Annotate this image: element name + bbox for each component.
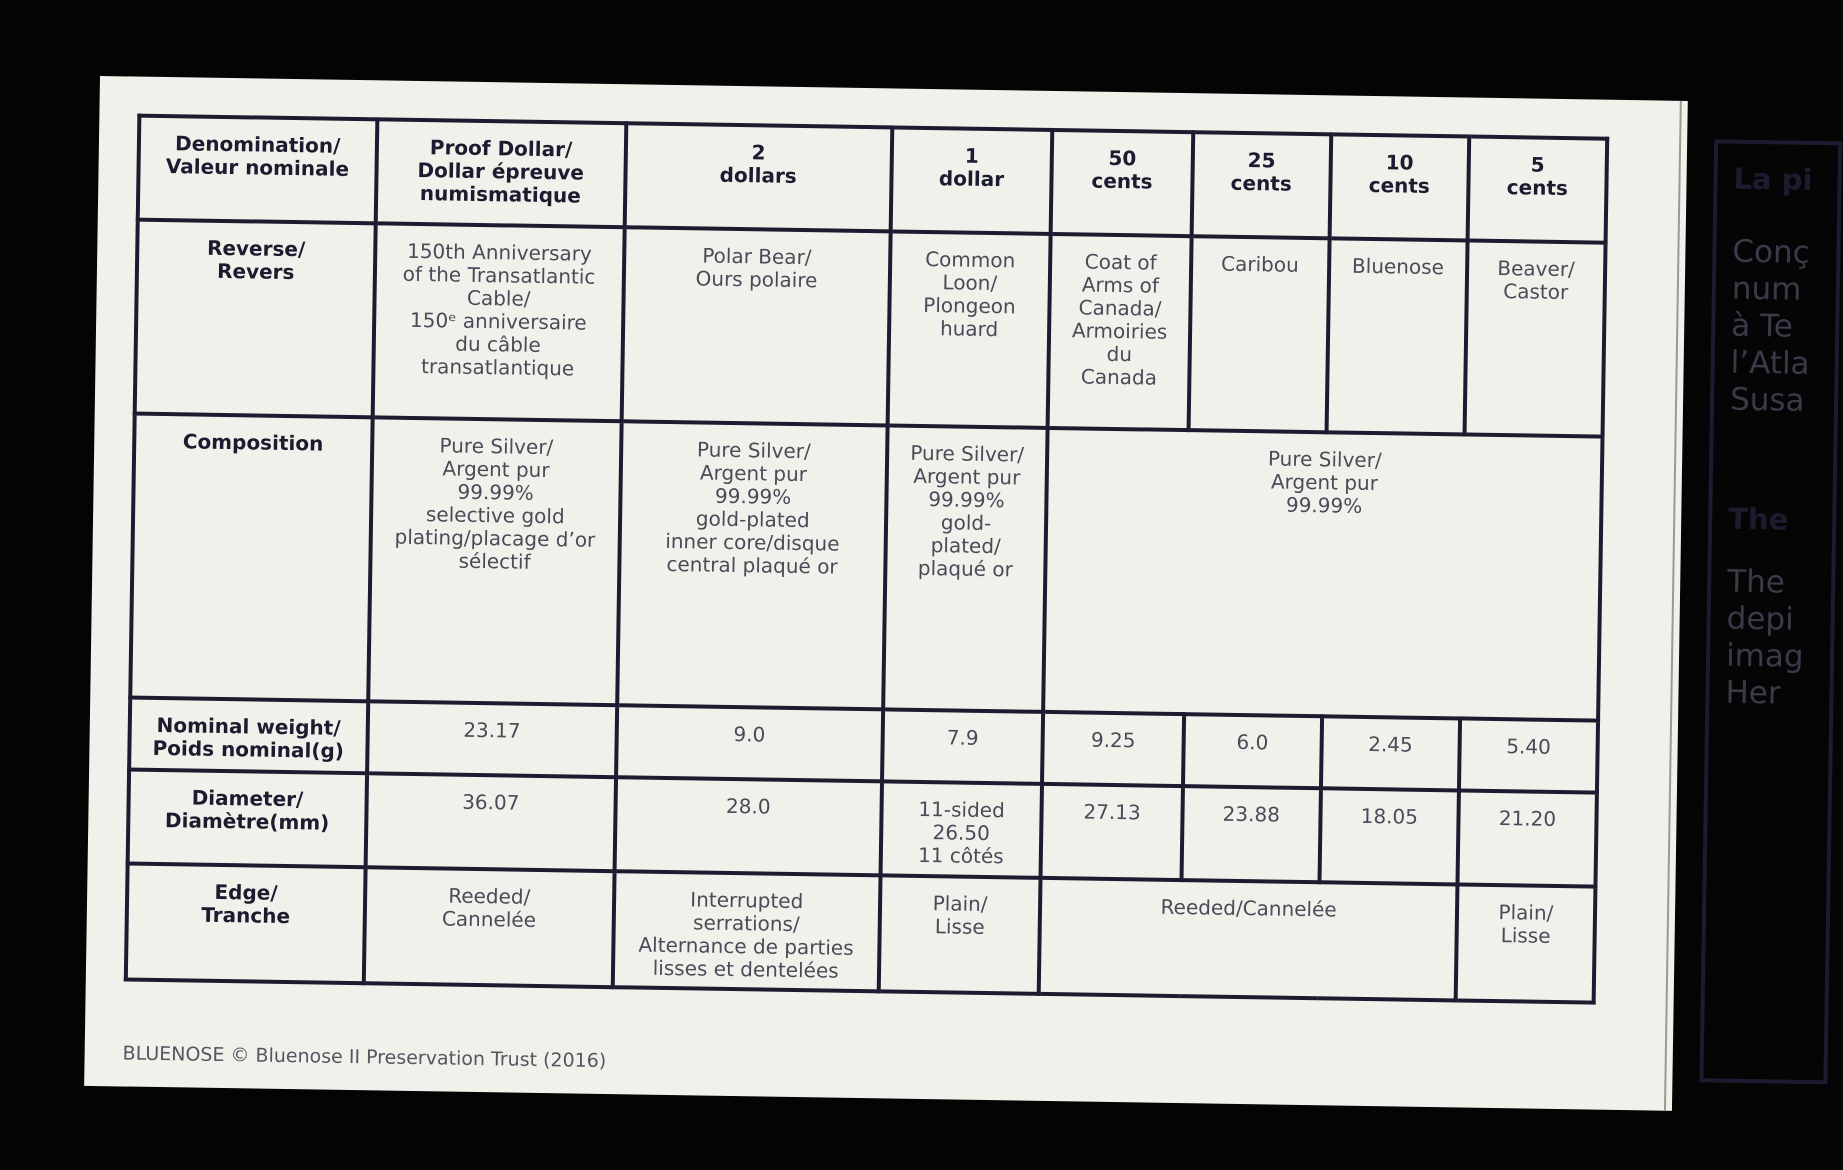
cell-denomination-1-dollar: 1 dollar — [890, 127, 1052, 234]
cell-denomination-5-cents: 5 cents — [1467, 137, 1607, 243]
cell-edge-50-25-10-cents: Reeded/Cannelée — [1039, 878, 1457, 1001]
right-page-paragraph-french: Conç num à Te l’Atla Susa — [1729, 233, 1811, 419]
cell-weight-5-cents: 5.40 — [1459, 718, 1598, 792]
cell-diameter-50-cents: 27.13 — [1041, 784, 1183, 880]
cell-composition-cents-coins: Pure Silver/ Argent pur 99.99% — [1043, 428, 1602, 721]
cell-weight-10-cents: 2.45 — [1321, 716, 1460, 790]
row-header-denomination: Denomination/ Valeur nominale — [138, 116, 377, 224]
cell-edge-5-cents: Plain/ Lisse — [1456, 884, 1596, 1002]
row-header-edge: Edge/ Tranche — [126, 864, 365, 984]
cell-denomination-2-dollars: 2 dollars — [624, 123, 892, 231]
cell-composition-2-dollars: Pure Silver/ Argent pur 99.99% gold-plated inner core/disque central plaqué or — [617, 421, 887, 709]
cell-composition-proof-dollar: Pure Silver/ Argent pur 99.99% selective gold plating/placage d’or sélectif — [368, 417, 621, 705]
coin-specifications-table — [124, 114, 1609, 1005]
copyright-footer: BLUENOSE © Bluenose II Preservation Trust (2016) — [122, 1042, 607, 1073]
cell-diameter-25-cents: 23.88 — [1181, 786, 1321, 882]
cell-reverse-2-dollars: Polar Bear/ Ours polaire — [621, 227, 890, 425]
cell-reverse-25-cents: Caribou — [1188, 236, 1329, 432]
row-header-nominal-weight: Nominal weight/ Poids nominal(g) — [129, 698, 368, 774]
cell-weight-proof-dollar: 23.17 — [367, 701, 617, 777]
row-header-diameter: Diameter/ Diamètre(mm) — [128, 770, 367, 868]
cell-reverse-50-cents: Coat of Arms of Canada/ Armoiries du Canada — [1048, 234, 1191, 430]
row-header-composition: Composition — [130, 414, 372, 702]
cell-weight-1-dollar: 7.9 — [882, 709, 1044, 784]
right-page-text-box — [1699, 139, 1842, 1084]
cell-denomination-10-cents: 10 cents — [1329, 134, 1469, 240]
cell-edge-1-dollar: Plain/ Lisse — [878, 875, 1041, 994]
cell-reverse-proof-dollar: 150th Anniversary of the Transatlantic Cable/ 150ᵉ anniversaire du câble transatlantique — [372, 223, 624, 421]
cell-diameter-10-cents: 18.05 — [1319, 788, 1459, 884]
right-page-heading-french: La pi — [1733, 161, 1813, 197]
table-row-reverse — [135, 220, 1606, 437]
cell-weight-2-dollars: 9.0 — [616, 705, 883, 781]
cell-diameter-5-cents: 21.20 — [1457, 790, 1597, 886]
cell-denomination-50-cents: 50 cents — [1051, 130, 1193, 236]
cell-diameter-proof-dollar: 36.07 — [365, 773, 615, 871]
table-row-edge — [126, 864, 1596, 1003]
cell-reverse-5-cents: Beaver/ Castor — [1464, 240, 1605, 436]
card-fold-line — [1664, 101, 1682, 1111]
cell-diameter-2-dollars: 28.0 — [614, 777, 881, 875]
cell-reverse-1-dollar: Common Loon/ Plongeon huard — [887, 231, 1051, 428]
cell-edge-2-dollars: Interrupted serrations/ Alternance de parties lisses et dentelées — [612, 871, 880, 991]
cell-denomination-proof-dollar: Proof Dollar/ Dollar épreuve numismatique — [375, 119, 626, 227]
right-page-paragraph-english: The depi imag Her — [1725, 563, 1804, 712]
cell-composition-1-dollar: Pure Silver/ Argent pur 99.99% gold- plated/ plaqué or — [883, 425, 1048, 711]
cell-reverse-10-cents: Bluenose — [1326, 238, 1467, 434]
row-header-reverse: Reverse/ Revers — [135, 220, 376, 418]
cell-edge-proof-dollar: Reeded/ Cannelée — [363, 867, 614, 987]
table-row-composition — [130, 414, 1602, 721]
right-page-heading-english: The — [1727, 501, 1789, 537]
coin-certificate-card — [84, 76, 1813, 1111]
cell-weight-25-cents: 6.0 — [1183, 714, 1322, 788]
cell-diameter-1-dollar: 11-sided 26.50 11 côtés — [880, 781, 1042, 878]
cell-weight-50-cents: 9.25 — [1042, 712, 1183, 786]
cell-denomination-25-cents: 25 cents — [1191, 132, 1331, 238]
